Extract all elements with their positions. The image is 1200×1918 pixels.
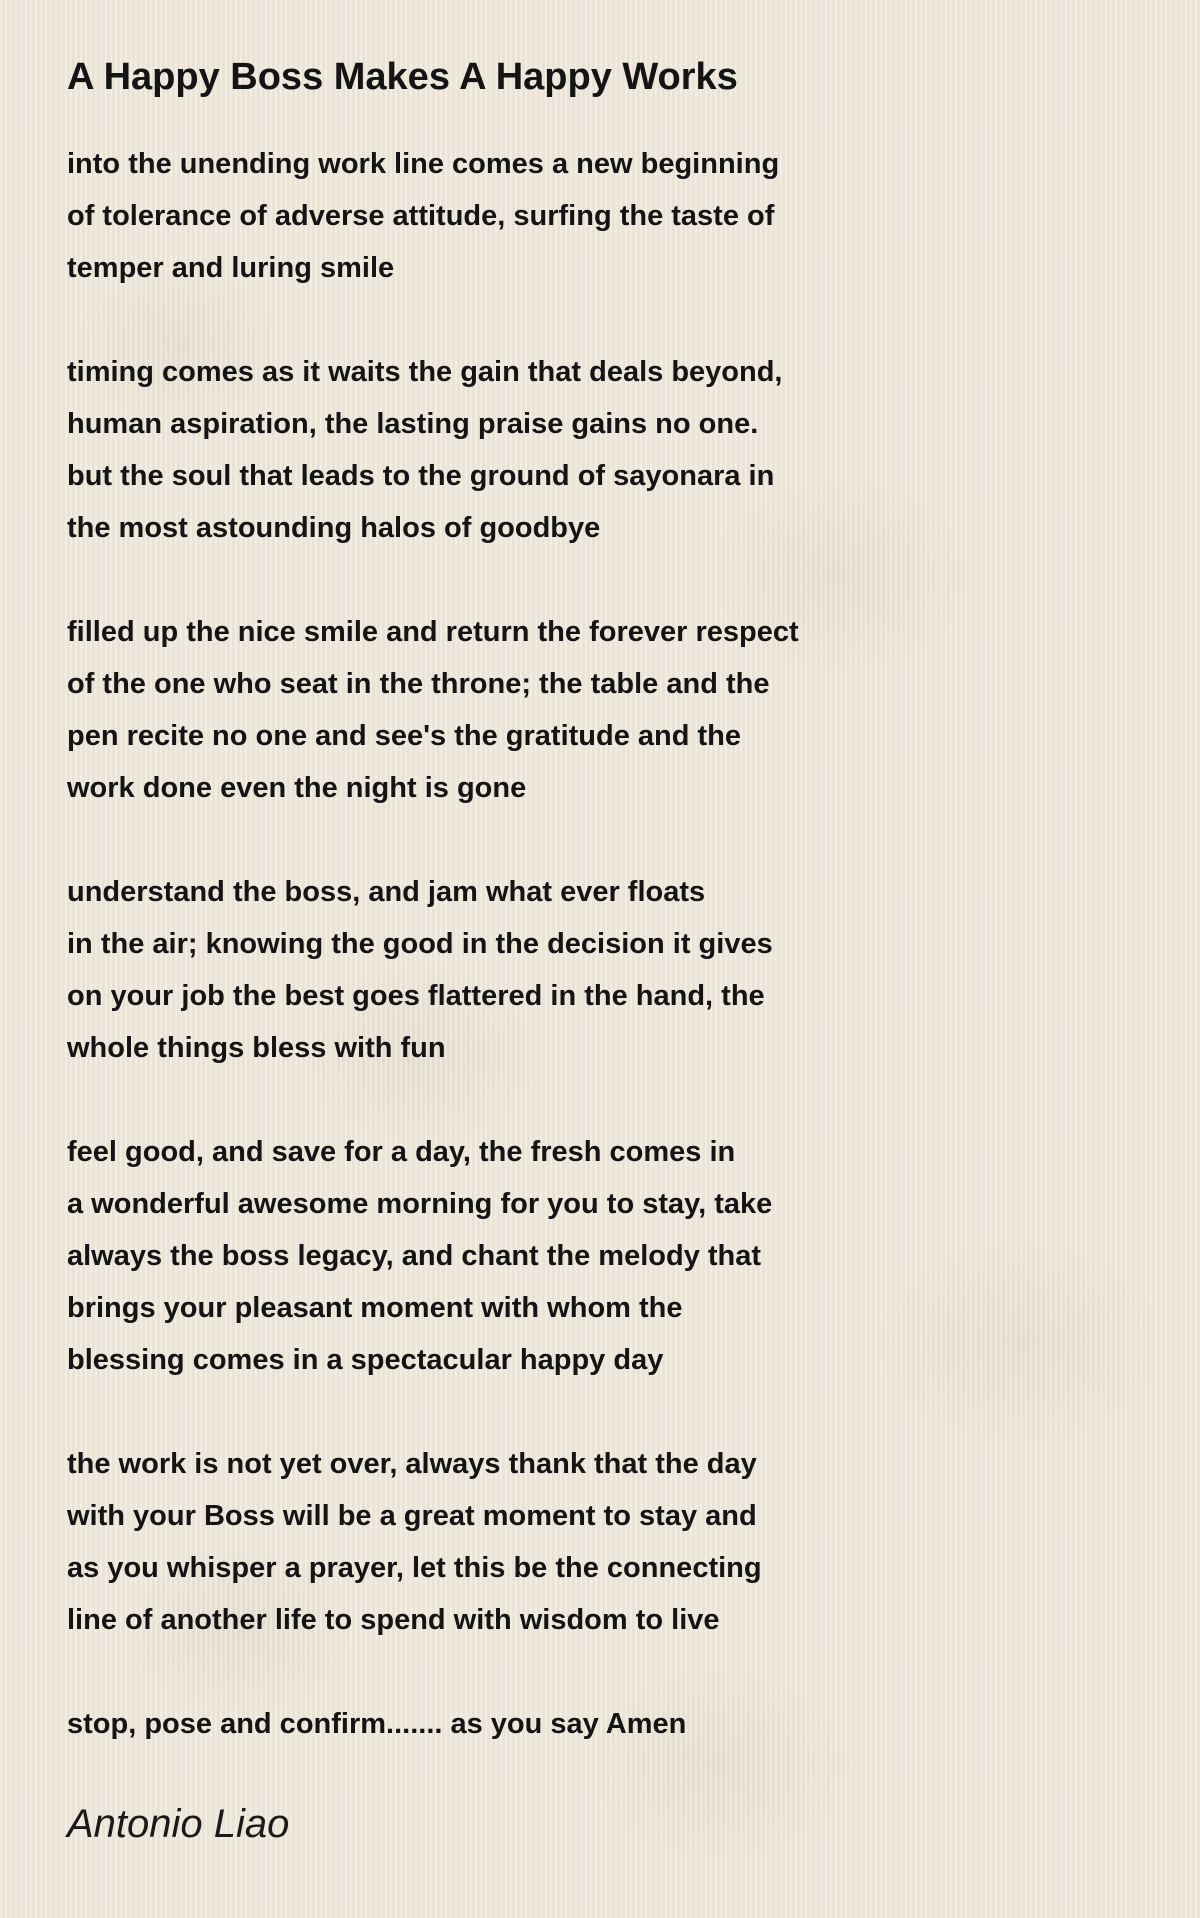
poem-line: filled up the nice smile and return the forever respect xyxy=(67,616,799,648)
poem-line: into the unending work line comes a new beginning xyxy=(67,148,780,180)
poem-line: human aspiration, the lasting praise gains no one. xyxy=(67,408,759,440)
poem-line: pen recite no one and see's the gratitude and the xyxy=(67,720,742,752)
poem-line: in the air; knowing the good in the decision it gives xyxy=(67,928,773,960)
poem-line: the work is not yet over, always thank that the day xyxy=(67,1448,757,1480)
poem-page xyxy=(67,50,1127,1852)
poem-line: of the one who seat in the throne; the table and the xyxy=(67,668,770,700)
stanza xyxy=(67,1438,1127,1646)
poem-line: whole things bless with fun xyxy=(67,1032,446,1064)
poem-line: stop, pose and confirm....... as you say Amen xyxy=(67,1708,687,1740)
poem-line: understand the boss, and jam what ever floats xyxy=(67,876,706,908)
poem-line: with your Boss will be a great moment to stay and xyxy=(67,1500,757,1532)
poem-line: timing comes as it waits the gain that deals beyond, xyxy=(67,356,783,388)
poem-line: always the boss legacy, and chant the melody that xyxy=(67,1240,762,1272)
poem-line: work done even the night is gone xyxy=(67,772,527,804)
poem-line: of tolerance of adverse attitude, surfing the taste of xyxy=(67,200,775,232)
poem-line: feel good, and save for a day, the fresh comes in xyxy=(67,1136,736,1168)
poem-line: brings your pleasant moment with whom the xyxy=(67,1292,683,1324)
stanza xyxy=(67,606,1127,814)
stanza xyxy=(67,346,1127,554)
stanza xyxy=(67,866,1127,1074)
poem-line: as you whisper a prayer, let this be the connecting xyxy=(67,1552,762,1584)
poem-line: temper and luring smile xyxy=(67,252,395,284)
poem-line: on your job the best goes flattered in the hand, the xyxy=(67,980,765,1012)
poem-line: a wonderful awesome morning for you to stay, take xyxy=(67,1188,773,1220)
poem-line: blessing comes in a spectacular happy day xyxy=(67,1344,664,1376)
poem-line: but the soul that leads to the ground of sayonara in xyxy=(67,460,775,492)
poem-line: the most astounding halos of goodbye xyxy=(67,512,601,544)
poem-title: A Happy Boss Makes A Happy Works xyxy=(67,56,738,98)
poem-author: Antonio Liao xyxy=(67,1802,290,1846)
stanza xyxy=(67,1698,1127,1750)
poem-line: line of another life to spend with wisdom to live xyxy=(67,1604,720,1636)
stanza xyxy=(67,1126,1127,1386)
stanza xyxy=(67,138,1127,294)
